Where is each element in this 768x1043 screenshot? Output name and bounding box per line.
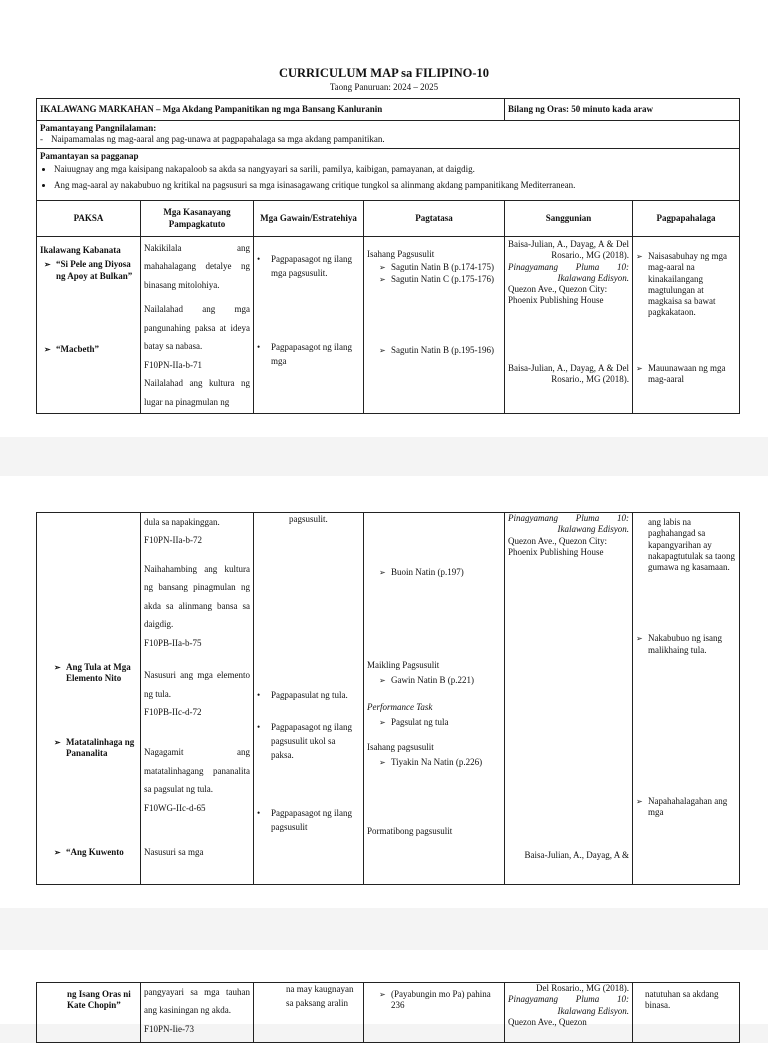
activity-text: Pagpapasagot ng ilang mga bbox=[271, 341, 352, 366]
assessment-item: Tiyakin Na Natin (p.226) bbox=[391, 756, 483, 767]
paksa-cell bbox=[37, 513, 141, 885]
pagtatasa-cell bbox=[364, 513, 505, 885]
document-title: CURRICULUM MAP sa FILIPINO-10 bbox=[278, 66, 490, 80]
skill-text: Nasusuri sa mga bbox=[144, 847, 204, 858]
dot-bullet-icon: • bbox=[257, 807, 261, 818]
paksa-topic: “Ang Kuwento bbox=[66, 847, 124, 857]
col-header-paksa: PAKSA bbox=[37, 201, 141, 237]
arrow-bullet-icon: ➢ bbox=[44, 260, 51, 270]
performance-standard-item: • Ang mag-aaral ay nakabubuo ng kritikal na pagsusuri sa mga isinasagawang critique tungkol sa alinmang akdang pampanitikang Mediterranean. bbox=[54, 180, 736, 191]
content-standard-text: Naipamamalas ng mag-aaral ang pag-unawa at pagpapahalaga sa mga akdang pampanitikan. bbox=[51, 134, 385, 145]
document-page-1 bbox=[0, 0, 768, 437]
hours-cell: Bilang ng Oras: 50 minuto kada araw bbox=[505, 99, 740, 121]
gawain-cell bbox=[254, 237, 364, 414]
skill-code: F10PB-IIc-d-72 bbox=[144, 706, 202, 717]
content-standard-cell bbox=[37, 121, 740, 149]
assessment-text: Performance Task bbox=[367, 701, 433, 712]
performance-standard-cell bbox=[37, 149, 740, 201]
arrow-bullet-icon: ➢ bbox=[379, 263, 386, 273]
value-text: Nakabubuo ng isang malikhaing tula. bbox=[648, 633, 722, 655]
arrow-bullet-icon: ➢ bbox=[636, 363, 643, 373]
col-header-gawain: Mga Gawain/Estratehiya bbox=[254, 201, 364, 237]
dot-bullet-icon: • bbox=[257, 254, 261, 264]
assessment-item: (Payabungin mo Pa) pahina 236 bbox=[391, 989, 491, 1011]
col-header-pagpapahalaga: Pagpapahalaga bbox=[633, 201, 740, 237]
dot-bullet-icon: • bbox=[257, 721, 261, 732]
activity-text: Pagpapasagot ng ilang pagsusulit bbox=[271, 807, 352, 832]
reference-publisher: Quezon Ave., Quezon City: Phoenix Publishing House bbox=[508, 535, 608, 557]
reference-book: Pinagyamang Pluma 10: Ikalawang Edisyon. bbox=[508, 261, 630, 283]
assessment-item: Sagutin Natin C (p.175-176) bbox=[391, 273, 494, 284]
sanggunian-cell bbox=[505, 237, 633, 414]
arrow-bullet-icon: ➢ bbox=[379, 345, 386, 355]
skill-text: Naihahambing ang kultura ng bansang pinagmulan ng akda sa alinmang bansa sa daigdig. bbox=[144, 563, 250, 630]
assessment-item: Buoin Natin (p.197) bbox=[391, 567, 464, 577]
curriculum-table-page-1 bbox=[36, 98, 740, 414]
performance-standard-item: • Naiuugnay ang mga kaisipang nakapaloob sa akda sa nangyayari sa sarili, pamilya, kaibigan, pamayanan, at daigdig. bbox=[54, 164, 736, 175]
skill-text: Nasusuri ang mga elemento ng tula. bbox=[144, 670, 250, 699]
value-text: Naisasabuhay ng mga mag-aaral na kinakailangang magtulungan at magkaisa sa bawat pagkakataon. bbox=[648, 251, 727, 318]
arrow-bullet-icon: ➢ bbox=[379, 757, 386, 767]
col-header-kasanayan: Mga Kasanayang Pampagkatuto bbox=[141, 201, 254, 237]
curriculum-table-page-2 bbox=[36, 512, 740, 885]
skill-text: Nailalahad ang mga pangunahing paksa at ideya batay sa nabasa. bbox=[144, 304, 250, 352]
kasanayan-cell bbox=[141, 237, 254, 414]
arrow-bullet-icon: ➢ bbox=[379, 718, 386, 727]
paksa-topic: “Macbeth” bbox=[56, 343, 99, 354]
paksa-topic: Matatalinhaga ng Pananalita bbox=[66, 736, 135, 758]
school-year: Taong Panuruan: 2024 – 2025 bbox=[329, 82, 439, 92]
assessment-item: Sagutin Natin B (p.174-175) bbox=[391, 262, 494, 273]
arrow-bullet-icon: ➢ bbox=[44, 344, 51, 354]
skill-text: dula sa napakinggan. bbox=[144, 517, 220, 527]
value-text: ang labis na paghahangad sa kapangyarihan ay nakapagtutulak sa taong gumawa ng kasamaan. bbox=[648, 517, 735, 572]
activity-text: Pagpapasagot ng ilang mga pagsusulit. bbox=[271, 254, 352, 278]
assessment-text: Isahang pagsusulit bbox=[367, 742, 434, 753]
dash-bullet: - bbox=[40, 134, 43, 145]
skill-code: F10PB-IIa-b-75 bbox=[144, 637, 202, 648]
pagtatasa-cell bbox=[364, 237, 505, 414]
kasanayan-cell bbox=[141, 983, 254, 1043]
dot-bullet-icon: • bbox=[257, 341, 261, 352]
pagtatasa-cell bbox=[364, 983, 505, 1043]
activity-text: Pagpapasulat ng tula. bbox=[271, 689, 348, 700]
reference-text: Baisa-Julian, A., Dayag, A & Del Rosario., MG (2018). bbox=[508, 239, 630, 261]
arrow-bullet-icon: ➢ bbox=[379, 274, 386, 284]
sanggunian-cell bbox=[505, 983, 633, 1043]
quarter-cell: IKALAWANG MARKAHAN – Mga Akdang Pampanitikan ng mga Bansang Kanluranin bbox=[37, 99, 505, 121]
pagpapahalaga-cell bbox=[633, 237, 740, 414]
activity-text: Pagpapasagot ng ilang pagsusulit ukol sa paksa. bbox=[271, 721, 352, 760]
assessment-text: Maikling Pagsusulit bbox=[367, 660, 440, 671]
dot-bullet-icon: • bbox=[257, 689, 261, 700]
value-text: Napahahalagahan ang mga bbox=[648, 795, 728, 817]
skill-text: Nakikilala ang mahahalagang detalye ng binasang mitolohiya. bbox=[144, 243, 250, 290]
skill-text: pangyayari sa mga tauhan ang kasiningan ng akda. bbox=[144, 987, 250, 1016]
assessment-item: Pagsulat ng tula bbox=[391, 717, 449, 727]
arrow-bullet-icon: ➢ bbox=[54, 737, 61, 747]
skill-code: F10PN-IIa-b-72 bbox=[144, 535, 202, 546]
paksa-cell: ng Isang Oras ni Kate Chopin” bbox=[37, 983, 141, 1043]
skill-code: F10WG-IIc-d-65 bbox=[144, 802, 206, 813]
paksa-topic: “Si Pele ang Diyosa ng Apoy at Bulkan” bbox=[56, 259, 133, 281]
assessment-text: Pormatibong pagsusulit bbox=[367, 825, 453, 836]
curriculum-table-page-3 bbox=[36, 982, 740, 1043]
reference-text: Baisa-Julian, A., Dayag, A & bbox=[524, 850, 629, 860]
content-standard-label: Pamantayang Pangnilalaman: bbox=[40, 123, 157, 133]
reference-text: Baisa-Julian, A., Dayag, A & Del Rosario., MG (2018). bbox=[508, 362, 630, 384]
gawain-cell bbox=[254, 513, 364, 885]
arrow-bullet-icon: ➢ bbox=[379, 568, 386, 577]
pagpapahalaga-cell bbox=[633, 513, 740, 885]
reference-publisher: Quezon Ave., Quezon bbox=[508, 1016, 587, 1027]
arrow-bullet-icon: ➢ bbox=[636, 796, 643, 806]
col-header-sanggunian: Sanggunian bbox=[505, 201, 633, 237]
arrow-bullet-icon: ➢ bbox=[636, 634, 643, 644]
activity-text: pagsusulit. bbox=[289, 514, 328, 524]
arrow-bullet-icon: ➢ bbox=[54, 848, 61, 857]
skill-text: Nagagamit ang matatalinhagang pananalita sa pagsulat ng tula. bbox=[144, 747, 250, 795]
reference-publisher: Quezon Ave., Quezon City: Phoenix Publishing House bbox=[508, 284, 608, 306]
kasanayan-cell bbox=[141, 513, 254, 885]
pagpapahalaga-cell: natutuhan sa akdang binasa. bbox=[633, 983, 740, 1043]
reference-text: Del Rosario., MG (2018). bbox=[536, 983, 629, 993]
skill-text: Nailalahad ang kultura ng lugar na pinagmulan ng bbox=[144, 378, 250, 407]
assessment-item: Sagutin Natin B (p.195-196) bbox=[391, 344, 494, 355]
document-page-3 bbox=[0, 950, 768, 1034]
gawain-cell: na may kaugnayan sa paksang aralin bbox=[254, 983, 364, 1043]
arrow-bullet-icon: ➢ bbox=[379, 990, 386, 999]
skill-code: F10PN-Iie-73 bbox=[144, 1023, 194, 1034]
assessment-text: Isahang Pagsusulit bbox=[367, 249, 435, 259]
paksa-topic: Ang Tula at Mga Elemento Nito bbox=[66, 662, 131, 684]
value-text: Mauunawaan ng mga mag-aaral bbox=[648, 362, 726, 384]
paksa-heading: Ikalawang Kabanata bbox=[40, 245, 121, 255]
reference-book: Pinagyamang Pluma 10: Ikalawang Edisyon. bbox=[508, 994, 629, 1016]
arrow-bullet-icon: ➢ bbox=[54, 663, 61, 672]
paksa-cell bbox=[37, 237, 141, 414]
arrow-bullet-icon: ➢ bbox=[636, 252, 643, 261]
document-page-2 bbox=[0, 476, 768, 908]
reference-book: Pinagyamang Pluma 10: Ikalawang Edisyon. bbox=[508, 513, 629, 535]
col-header-pagtatasa: Pagtatasa bbox=[364, 201, 505, 237]
arrow-bullet-icon: ➢ bbox=[379, 675, 386, 685]
skill-code: F10PN-IIa-b-71 bbox=[144, 359, 202, 370]
assessment-item: Gawin Natin B (p.221) bbox=[391, 674, 474, 685]
sanggunian-cell bbox=[505, 513, 633, 885]
performance-standard-label: Pamantayan sa pagganap bbox=[40, 151, 139, 161]
